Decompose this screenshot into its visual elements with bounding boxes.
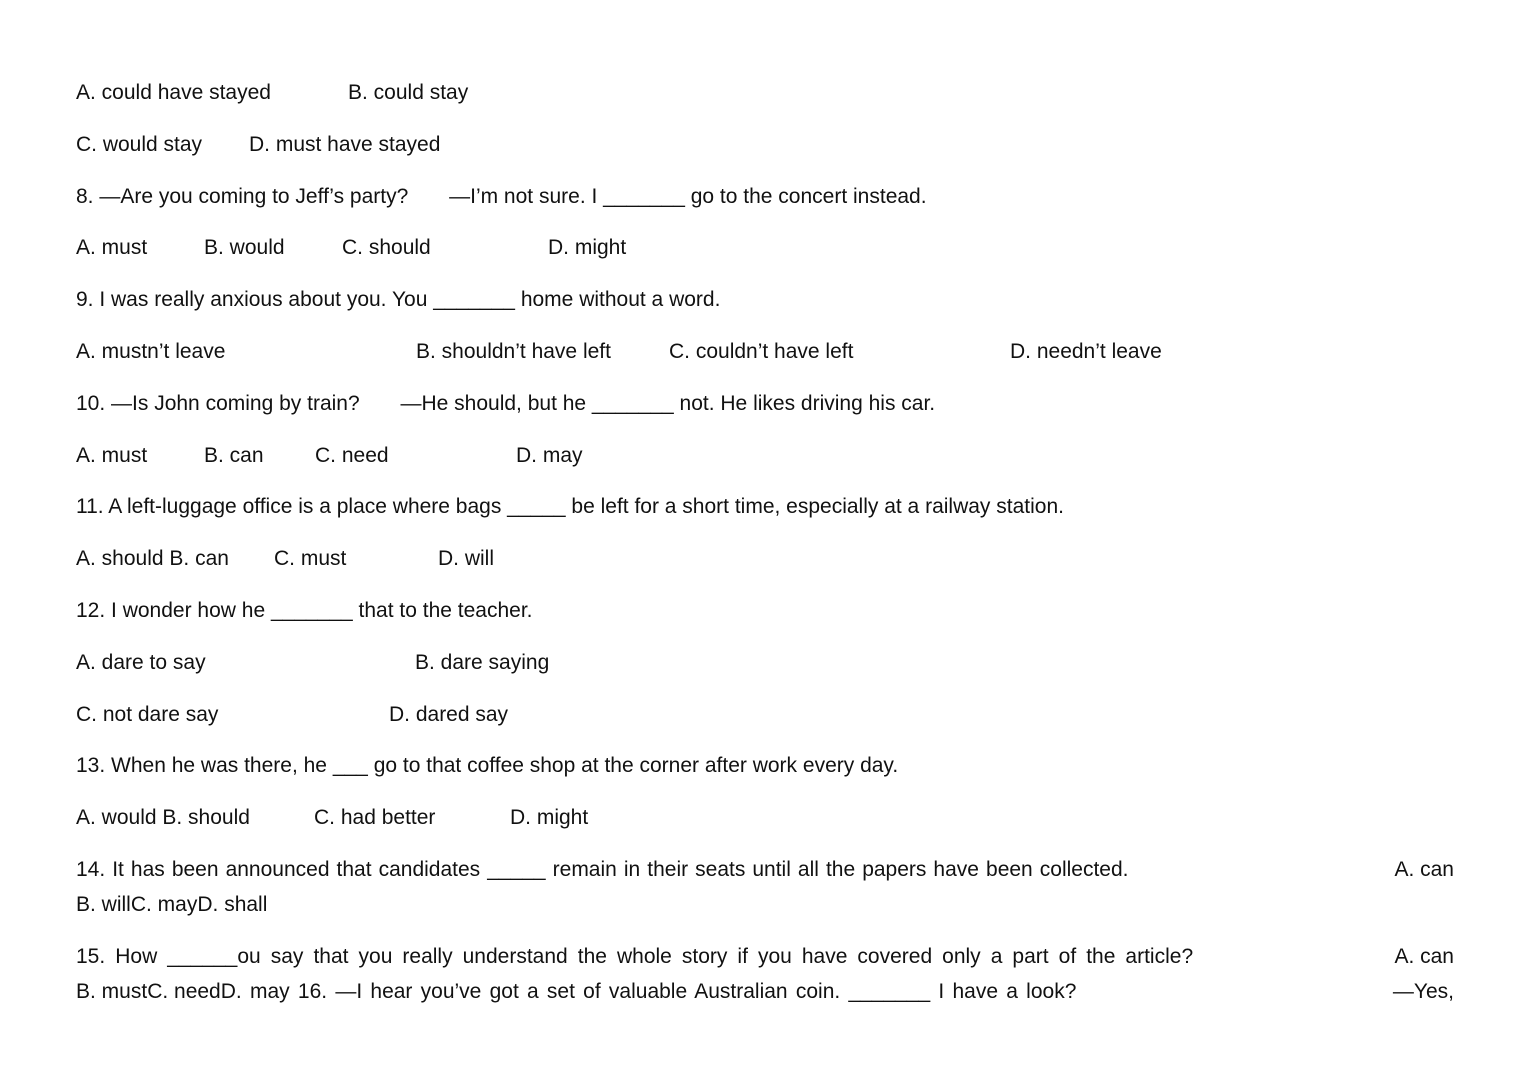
q15-line1	[76, 942, 1454, 972]
question-14	[76, 855, 1454, 920]
question-15	[76, 942, 1454, 1007]
q12-options-row1	[76, 648, 1454, 678]
q14-option-b: B. will	[76, 892, 131, 916]
q15-text: 15. How ______ou say that you really understand the whole story if you have covered only a part of the article?	[76, 944, 1194, 968]
q8-options	[76, 233, 1454, 263]
q15-option-a: A. can	[1394, 944, 1454, 968]
q12-option-c: C. not dare say	[76, 702, 219, 726]
q9-option-c: C. couldn’t have left	[669, 339, 854, 363]
q7-option-d: D. must have stayed	[249, 132, 441, 156]
q15-line2	[76, 977, 1454, 1007]
question-10: 10. —Is John coming by train? —He should, but he _______ not. He likes driving his car.	[76, 391, 936, 415]
q13-option-ab: A. would B. should	[76, 806, 250, 830]
q15-option-b: B. must	[76, 979, 148, 1003]
q7-option-b: B. could stay	[348, 81, 469, 104]
q11-option-c: C. must	[274, 547, 347, 571]
q12-option-a: A. dare to say	[76, 650, 206, 674]
q8-option-b: B. would	[204, 236, 285, 260]
q14-option-d: D. shall	[197, 892, 268, 916]
q7-options-row2	[76, 130, 1454, 160]
q10-options	[76, 441, 1454, 471]
q12-options-row2	[76, 700, 1454, 730]
q9-options	[76, 337, 1454, 367]
q10-option-d: D. may	[516, 443, 583, 467]
question-12: 12. I wonder how he _______ that to the teacher.	[76, 598, 533, 622]
q10-option-c: C. need	[315, 443, 389, 467]
q8-option-c: C. should	[342, 236, 431, 260]
question-11: 11. A left-luggage office is a place where bags _____ be left for a short time, especially at a railway station.	[76, 495, 1064, 519]
q7-option-a: A. could have stayed	[76, 81, 271, 104]
q15-q16-group	[76, 977, 1076, 1007]
q14-option-c: C. may	[130, 892, 198, 916]
document-page	[76, 78, 1454, 1029]
question-8: 8. —Are you coming to Jeff’s party? —I’m not sure. I _______ go to the concert instead.	[76, 184, 927, 208]
q14-line2	[76, 890, 1454, 920]
q15-option-d-question-16: D. may 16. —I hear you’ve got a set of valuable Australian coin. _______ I have a look?	[220, 979, 1077, 1003]
q16-reply: —Yes,	[1392, 979, 1454, 1003]
q12-option-d: D. dared say	[389, 702, 509, 726]
question-9: 9. I was really anxious about you. You _______ home without a word.	[76, 288, 721, 312]
q10-option-a: A. must	[76, 443, 148, 467]
q8-option-a: A. must	[76, 236, 148, 260]
question-13: 13. When he was there, he ___ go to that coffee shop at the corner after work every day.	[76, 754, 899, 778]
q14-text: 14. It has been announced that candidates _____ remain in their seats until all the papers have been collected.	[76, 857, 1129, 881]
q11-options	[76, 544, 1454, 574]
q15-option-c: C. need	[147, 979, 221, 1003]
q11-option-d: D. will	[438, 547, 494, 571]
q14-line1	[76, 855, 1454, 885]
q9-option-d: D. needn’t leave	[1010, 339, 1162, 363]
q7-options-row1	[76, 78, 1454, 108]
q7-option-c: C. would stay	[76, 132, 203, 156]
q13-option-d: D. might	[510, 806, 589, 830]
q10-option-b: B. can	[204, 443, 264, 467]
q14-option-a: A. can	[1394, 857, 1454, 881]
q13-option-c: C. had better	[314, 806, 436, 830]
q8-option-d: D. might	[548, 236, 627, 260]
q11-option-ab: A. should B. can	[76, 547, 229, 571]
q13-options	[76, 803, 1454, 833]
q9-option-a: A. mustn’t leave	[76, 339, 226, 363]
q9-option-b: B. shouldn’t have left	[416, 339, 611, 363]
q12-option-b: B. dare saying	[415, 650, 550, 674]
